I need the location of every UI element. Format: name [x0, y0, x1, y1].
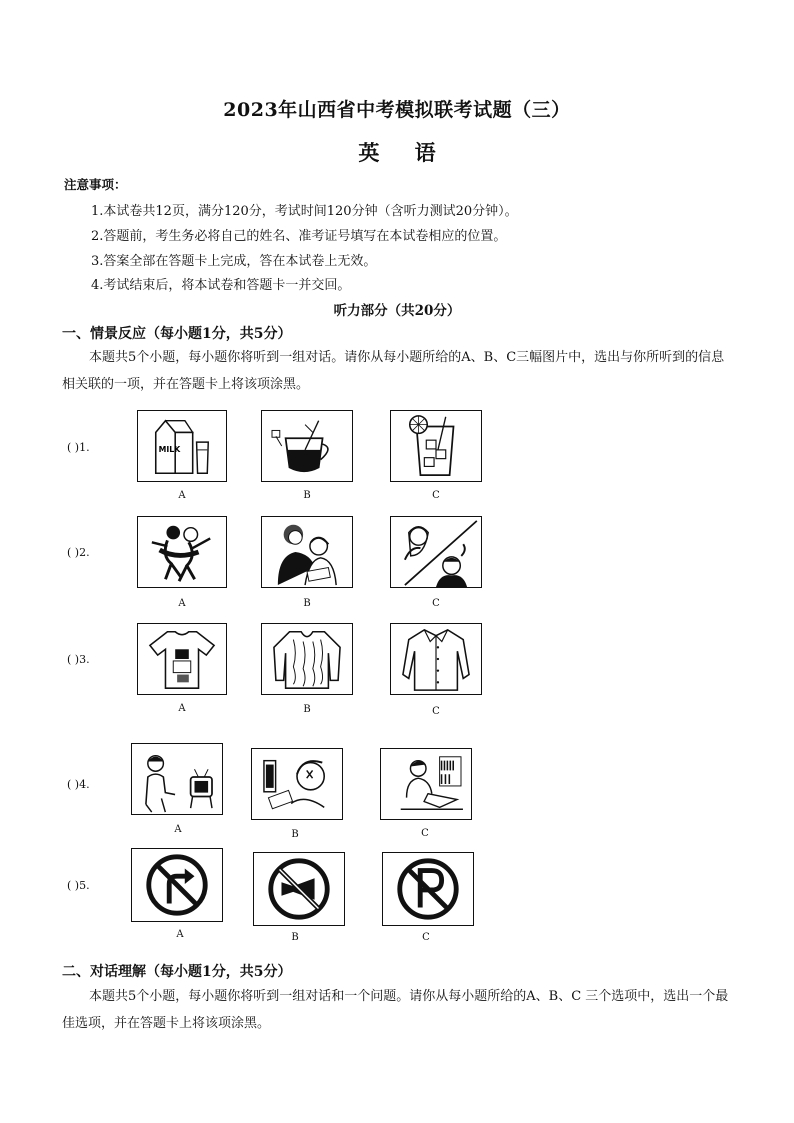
q3-option-a-picture	[137, 623, 227, 695]
q3-option-c-picture	[390, 623, 482, 695]
option-label: C	[432, 706, 440, 717]
q2-option-b-picture	[261, 516, 353, 588]
tea-cup-icon	[262, 411, 352, 481]
note-item: 3.答案全部在答题卡上完成，答在本试卷上无效。	[91, 254, 377, 269]
q5-option-b-picture	[253, 852, 345, 926]
q5-option-c-picture	[382, 852, 474, 926]
girl-at-computer-icon	[252, 749, 342, 819]
answer-blank: ( )2.	[67, 546, 90, 559]
q2-option-c-picture	[390, 516, 482, 588]
milk-carton-and-glass-icon	[138, 411, 226, 481]
listening-heading: 听力部分（共20分）	[333, 303, 461, 319]
boy-reading-book-icon	[381, 749, 471, 819]
option-label: B	[303, 490, 311, 501]
answer-blank: ( )1.	[67, 441, 90, 454]
q3-option-b-picture	[261, 623, 353, 695]
option-label: C	[422, 932, 430, 943]
option-label: A	[178, 703, 186, 714]
exam-title: 2023年山西省中考模拟联考试题（三）	[223, 99, 571, 121]
section1-heading: 一、情景反应（每小题1分，共5分）	[62, 326, 292, 342]
answer-blank: ( )4.	[67, 778, 90, 791]
woman-and-child-icon	[262, 517, 352, 587]
subject-title: 英 语	[358, 140, 450, 165]
sweater-icon	[262, 624, 352, 694]
no-honking-sign-icon	[254, 853, 344, 925]
q1-option-c-picture	[390, 410, 482, 482]
option-label: C	[432, 490, 440, 501]
option-label: C	[421, 828, 429, 839]
people-dancing-icon	[138, 517, 226, 587]
answer-blank: ( )5.	[67, 879, 90, 892]
option-label: A	[178, 490, 186, 501]
q5-option-a-picture	[131, 848, 223, 922]
iced-lemon-drink-icon	[391, 411, 481, 481]
option-label: B	[291, 829, 299, 840]
q1-option-b-picture	[261, 410, 353, 482]
telephone-call-icon	[391, 517, 481, 587]
option-label: A	[178, 598, 186, 609]
t-shirt-icon	[138, 624, 226, 694]
option-label: B	[291, 932, 299, 943]
girl-watching-tv-icon	[132, 744, 222, 814]
option-label: C	[432, 598, 440, 609]
section1-intro: 本题共5个小题，每小题你将听到一组对话。请你从每小题所给的A、B、C三幅图片中，选出与你所听到的信息相关联的一项，并在答题卡上将该项涂黑。	[62, 350, 725, 392]
no-right-turn-sign-icon	[132, 849, 222, 921]
q1-option-a-picture	[137, 410, 227, 482]
option-label: B	[303, 598, 311, 609]
section2-heading: 二、对话理解（每小题1分，共5分）	[62, 964, 292, 980]
q2-option-a-picture	[137, 516, 227, 588]
section2-intro: 本题共5个小题，每小题你将听到一组对话和一个问题。请你从每小题所给的A、B、C 三个选项中，选出一个最佳选项，并在答题卡上将该项涂黑。	[62, 989, 729, 1031]
option-label: A	[174, 824, 182, 835]
option-label: A	[176, 929, 184, 940]
answer-blank: ( )3.	[67, 653, 90, 666]
notes-heading: 注意事项：	[64, 177, 127, 192]
svg-text:MILK: MILK	[158, 444, 181, 454]
note-item: 1.本试卷共12页，满分120分，考试时间120分钟（含听力测试20分钟）。	[91, 204, 518, 219]
q4-option-b-picture	[251, 748, 343, 820]
no-parking-sign-icon	[383, 853, 473, 925]
note-item: 2.答题前，考生务必将自己的姓名、准考证号填写在本试卷相应的位置。	[91, 229, 507, 244]
q4-option-a-picture	[131, 743, 223, 815]
shirt-icon	[391, 624, 481, 694]
q4-option-c-picture	[380, 748, 472, 820]
option-label: B	[303, 704, 311, 715]
note-item: 4.考试结束后，将本试卷和答题卡一并交回。	[91, 278, 351, 293]
